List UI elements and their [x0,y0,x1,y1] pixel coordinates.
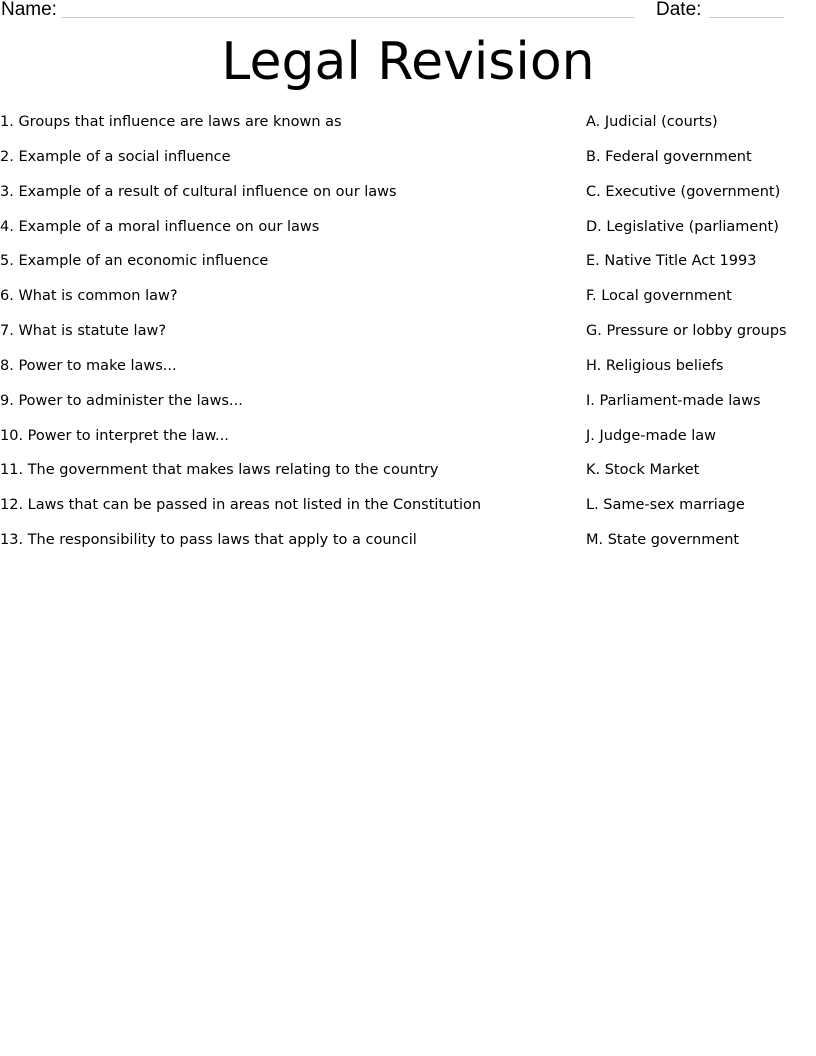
clue-item: 12. Laws that can be passed in areas not listed in the Constitution [0,497,482,514]
answer-item: G. Pressure or lobby groups [586,323,787,340]
answer-item: H. Religious beliefs [586,357,724,374]
answer-item: C. Executive (government) [586,183,781,200]
answer-item: E. Native Title Act 1993 [586,253,757,270]
answer-item: D. Legislative (parliament) [586,218,779,235]
answer-item: I. Parliament-made laws [586,392,761,409]
answer-item: J. Judge-made law [586,427,717,444]
answer-item: A. Judicial (courts) [586,114,718,130]
answer-item: K. Stock Market [586,462,700,479]
clue-item: 1. Groups that influence are laws are known as [0,114,342,130]
clue-item: 3. Example of a result of cultural influence on our laws [0,183,397,200]
answer-item: F. Local government [586,288,732,305]
clue-item: 7. What is statute law? [0,323,167,340]
name-field-line [62,17,634,18]
clue-list [0,111,570,564]
clue-item: 2. Example of a social influence [0,148,231,165]
date-field-line [709,17,784,18]
clue-item: 4. Example of a moral influence on our laws [0,218,320,235]
worksheet-header [0,0,816,24]
answer-item: L. Same-sex marriage [586,497,745,514]
answer-item: B. Federal government [586,148,752,165]
answer-item: M. State government [586,532,740,549]
clue-item: 5. Example of an economic influence [0,253,269,270]
date-label: Date: [656,0,702,20]
clue-item: 9. Power to administer the laws... [0,392,243,409]
name-label: Name: [1,0,57,20]
answer-list [586,111,814,564]
clue-item: 11. The government that makes laws relating to the country [0,462,439,479]
clue-item: 6. What is common law? [0,288,178,305]
clue-item: 13. The responsibility to pass laws that apply to a council [0,532,417,549]
clue-item: 8. Power to make laws... [0,357,177,374]
clue-item: 10. Power to interpret the law... [0,427,229,444]
page-title: Legal Revision [221,32,595,92]
